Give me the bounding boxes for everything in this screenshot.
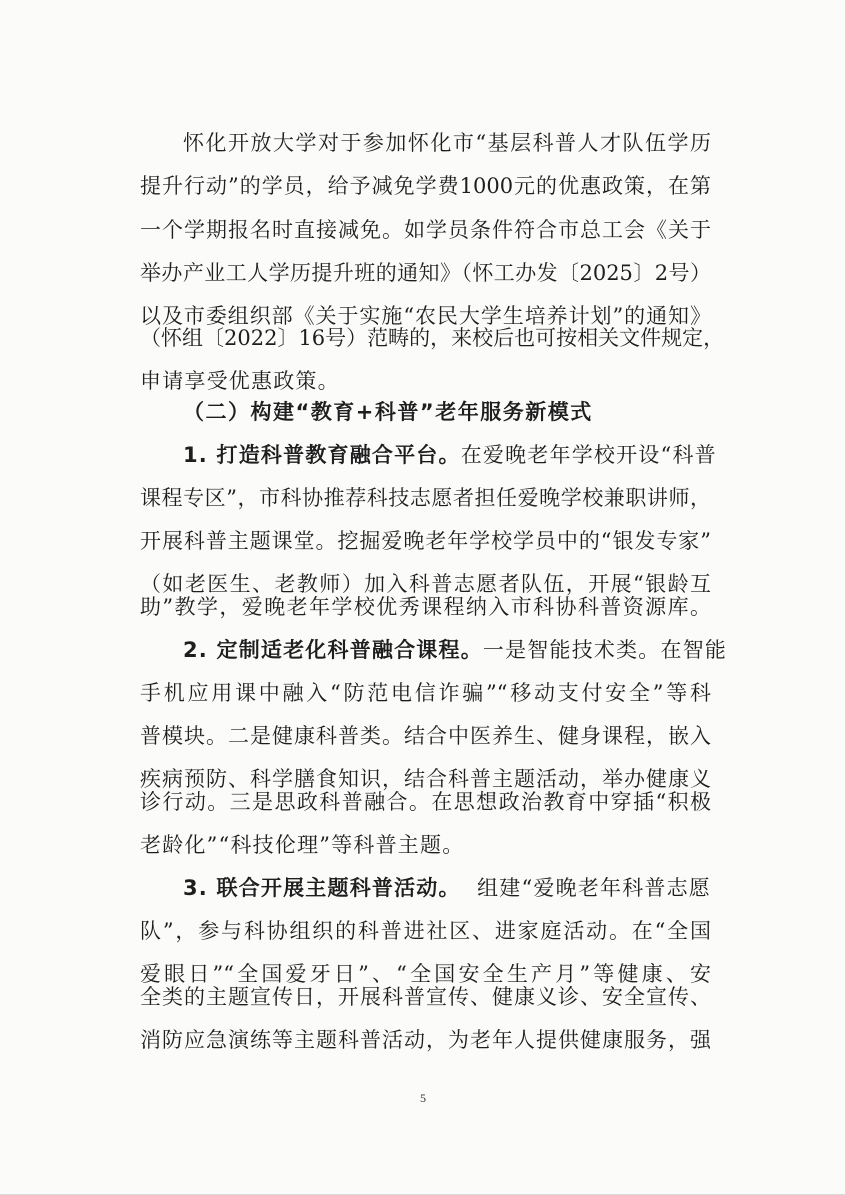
body-line: 怀化开放大学对于参加怀化市“基层科普人才队伍学历 [183, 131, 711, 155]
body-line: 队”，参与科协组织的科普进社区、进家庭活动。在“全国 [140, 919, 711, 943]
body-line: 提升行动”的学员，给予减免学费1000元的优惠政策，在第 [140, 174, 711, 198]
body-line: 助”教学，爱晚老年学校优秀课程纳入市科协科普资源库。 [140, 595, 711, 619]
body-line: 全类的主题宣传日，开展科普宣传、健康义诊、安全宣传、 [140, 985, 711, 1009]
body-line: 普模块。二是健康科普类。结合中医养生、健身课程，嵌入 [140, 724, 711, 748]
paragraph-2-text: 一是智能技术类。在智能 [482, 638, 728, 662]
body-line: 开展科普主题课堂。挖掘爱晚老年学校学员中的“银发专家” [140, 529, 711, 553]
body-line: 以及市委组织部《关于实施“农民大学生培养计划”的通知》 [140, 304, 711, 328]
page-number: 5 [420, 1091, 426, 1105]
body-line: （如老医生、老教师）加入科普志愿者队伍，开展“银龄互 [140, 572, 711, 596]
body-line: 老龄化”“科技伦理”等科普主题。 [140, 833, 465, 857]
body-line: 课程专区”，市科协推荐科技志愿者担任爱晚学校兼职讲师， [140, 486, 711, 510]
body-line: （怀组〔2022〕16号）范畴的，来校后也可按相关文件规定， [140, 326, 725, 350]
section-heading: （二）构建“教育+科普”老年服务新模式 [183, 400, 593, 424]
body-line: 诊行动。三是思政科普融合。在思想政治教育中穿插“积极 [140, 790, 711, 814]
body-line: 爱眼日”“全国爱牙日”、“全国安全生产月”等健康、安 [140, 962, 711, 986]
paragraph-2-first-line [183, 635, 728, 665]
body-line: 疾病预防、科学膳食知识，结合科普主题活动，举办健康义 [140, 767, 711, 791]
paragraph-3-title: 3. 联合开展主题科普活动。 [183, 876, 461, 900]
body-line: 申请享受优惠政策。 [140, 369, 340, 393]
paragraph-3-first-line [183, 873, 711, 903]
paragraph-1-text: 在爱晚老年学校开设“科普 [460, 443, 717, 467]
paragraph-2-title: 2. 定制适老化科普融合课程。 [183, 638, 483, 662]
body-line: 举办产业工人学历提升班的通知》（怀工办发〔2025〕2号） [140, 261, 711, 285]
paragraph-1-first-line [183, 440, 717, 470]
body-line: 一个学期报名时直接减免。如学员条件符合市总工会《关于 [140, 218, 711, 242]
body-line: 消防应急演练等主题科普活动，为老年人提供健康服务，强 [140, 1028, 711, 1052]
paragraph-3-text: 组建“爱晚老年科普志愿 [477, 876, 711, 900]
paragraph-1-title: 1. 打造科普教育融合平台。 [183, 443, 461, 467]
body-line: 手机应用课中融入“防范电信诈骗”“移动支付安全”等科 [140, 681, 711, 705]
